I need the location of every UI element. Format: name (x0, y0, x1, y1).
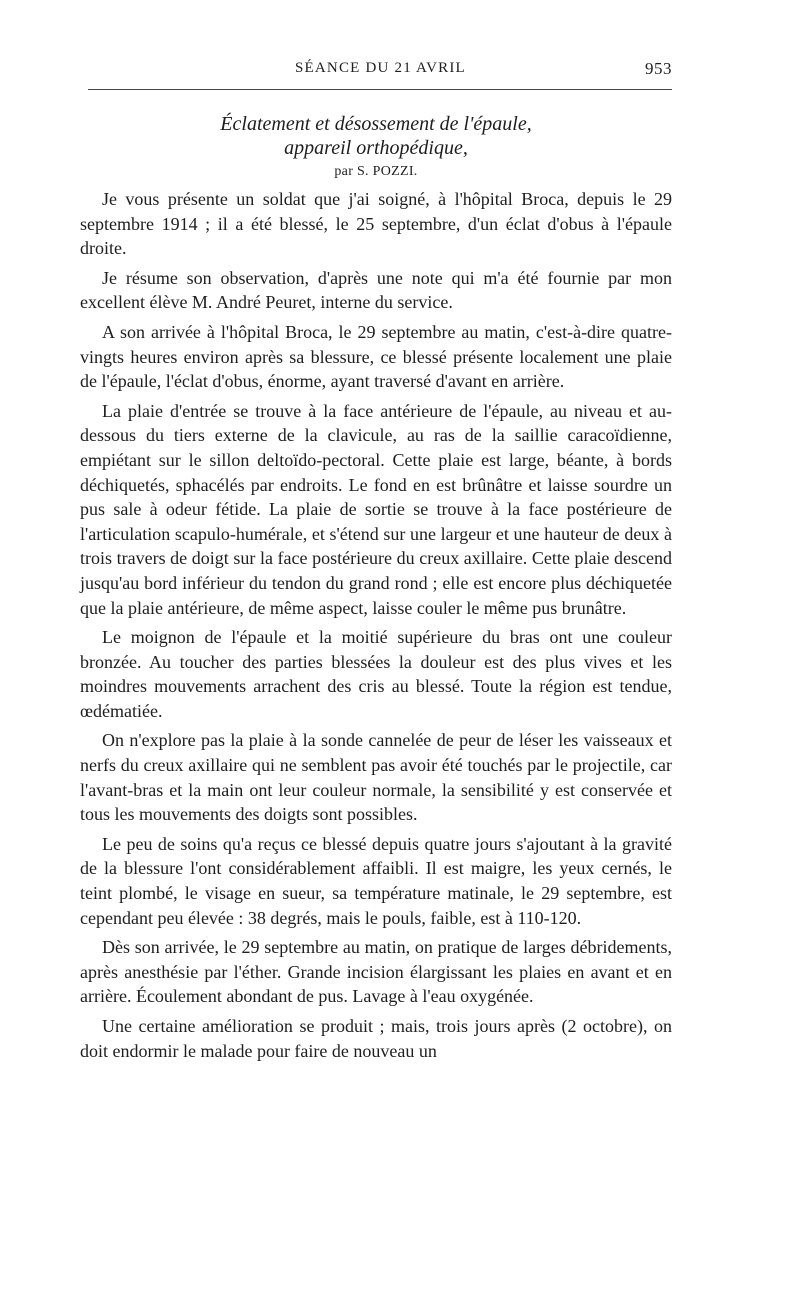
running-title: SÉANCE DU 21 AVRIL (295, 60, 466, 76)
paragraph: Je vous présente un soldat que j'ai soigné, à l'hôpital Broca, depuis le 29 septembre 1914 ; il a été blessé, le 25 septembre, d'un éclat d'obus à l'épaule droite. (80, 189, 672, 259)
article-title-line-1: Éclatement et désossement de l'épaule, (220, 113, 532, 135)
paragraph: Je résume son observation, d'après une note qui m'a été fournie par mon excellent élève M. André Peuret, interne du service. (80, 267, 672, 313)
header-rule (88, 89, 672, 90)
running-header (80, 52, 672, 86)
article-title (80, 112, 672, 160)
paragraph: Dès son arrivée, le 29 septembre au matin, on pratique de larges débridements, après anesthésie par l'éther. Grande incision élargissant les plaies en avant et en arrière. Écoulement abondant de pus. Lavage à l'eau oxygénée. (80, 937, 672, 1007)
paragraph: Une certaine amélioration se produit ; mais, trois jours après (2 octobre), on doit endormir le malade pour faire de nouveau un (80, 1016, 672, 1061)
article-body (80, 187, 672, 1063)
paragraph: Le peu de soins qu'a reçus ce blessé depuis quatre jours s'ajoutant à la gravité de la blessure l'ont considérablement affaibli. Il est maigre, les yeux cernés, le teint plombé, le visage en sueur, sa température matinale, le 29 septembre, est cependant peu élevée : 38 degrés, mais le pouls, faible, est à 110-120. (80, 833, 672, 928)
paragraph: A son arrivée à l'hôpital Broca, le 29 septembre au matin, c'est-à-dire quatre-vingts heures environ après sa blessure, ce blessé présente localement une plaie de l'épaule, l'éclat d'obus, énorme, ayant traversé d'avant en arrière. (80, 321, 672, 392)
paragraph: La plaie d'entrée se trouve à la face antérieure de l'épaule, au niveau et au-dessous du tiers externe de la clavicule, au ras de la saillie caracoïdienne, empiétant sur le sillon deltoïdo-pectoral. Cette plaie est large, béante, à bords déchiquetés, sphacélés par endroits. Le fond en est brûnâtre et laisse sourdre un pus sale à odeur fétide. La plaie de sortie se trouve à la face postérieure de l'articulation scapulo-humérale, et s'étend sur une largeur et une hauteur de deux à trois travers de doigt sur la face postérieure du creux axillaire. Cette plaie descend jusqu'au bord inférieur du tendon du grand rond ; elle est encore plus déchiquetée que la plaie antérieure, de même aspect, laisse couler le même pus brunâtre. (80, 400, 672, 618)
article-byline: par S. POZZI. (334, 164, 418, 179)
paragraph: On n'explore pas la plaie à la sonde cannelée de peur de léser les vaisseaux et nerfs du creux axillaire qui ne semblent pas avoir été touchés par le projectile, car l'avant-bras et la main ont leur couleur normale, la sensibilité y est conservée et tous les mouvements des doigts sont possibles. (80, 730, 672, 825)
article-title-line-2: appareil orthopédique, (284, 137, 468, 159)
paragraph: Le moignon de l'épaule et la moitié supérieure du bras ont une couleur bronzée. Au toucher des parties blessées la douleur est des plus vives et les moindres mouvements arrachent des cris au blessé. Toute la région est tendue, œdématiée. (80, 627, 672, 721)
document-page (80, 52, 672, 1068)
page-number: 953 (645, 59, 672, 78)
